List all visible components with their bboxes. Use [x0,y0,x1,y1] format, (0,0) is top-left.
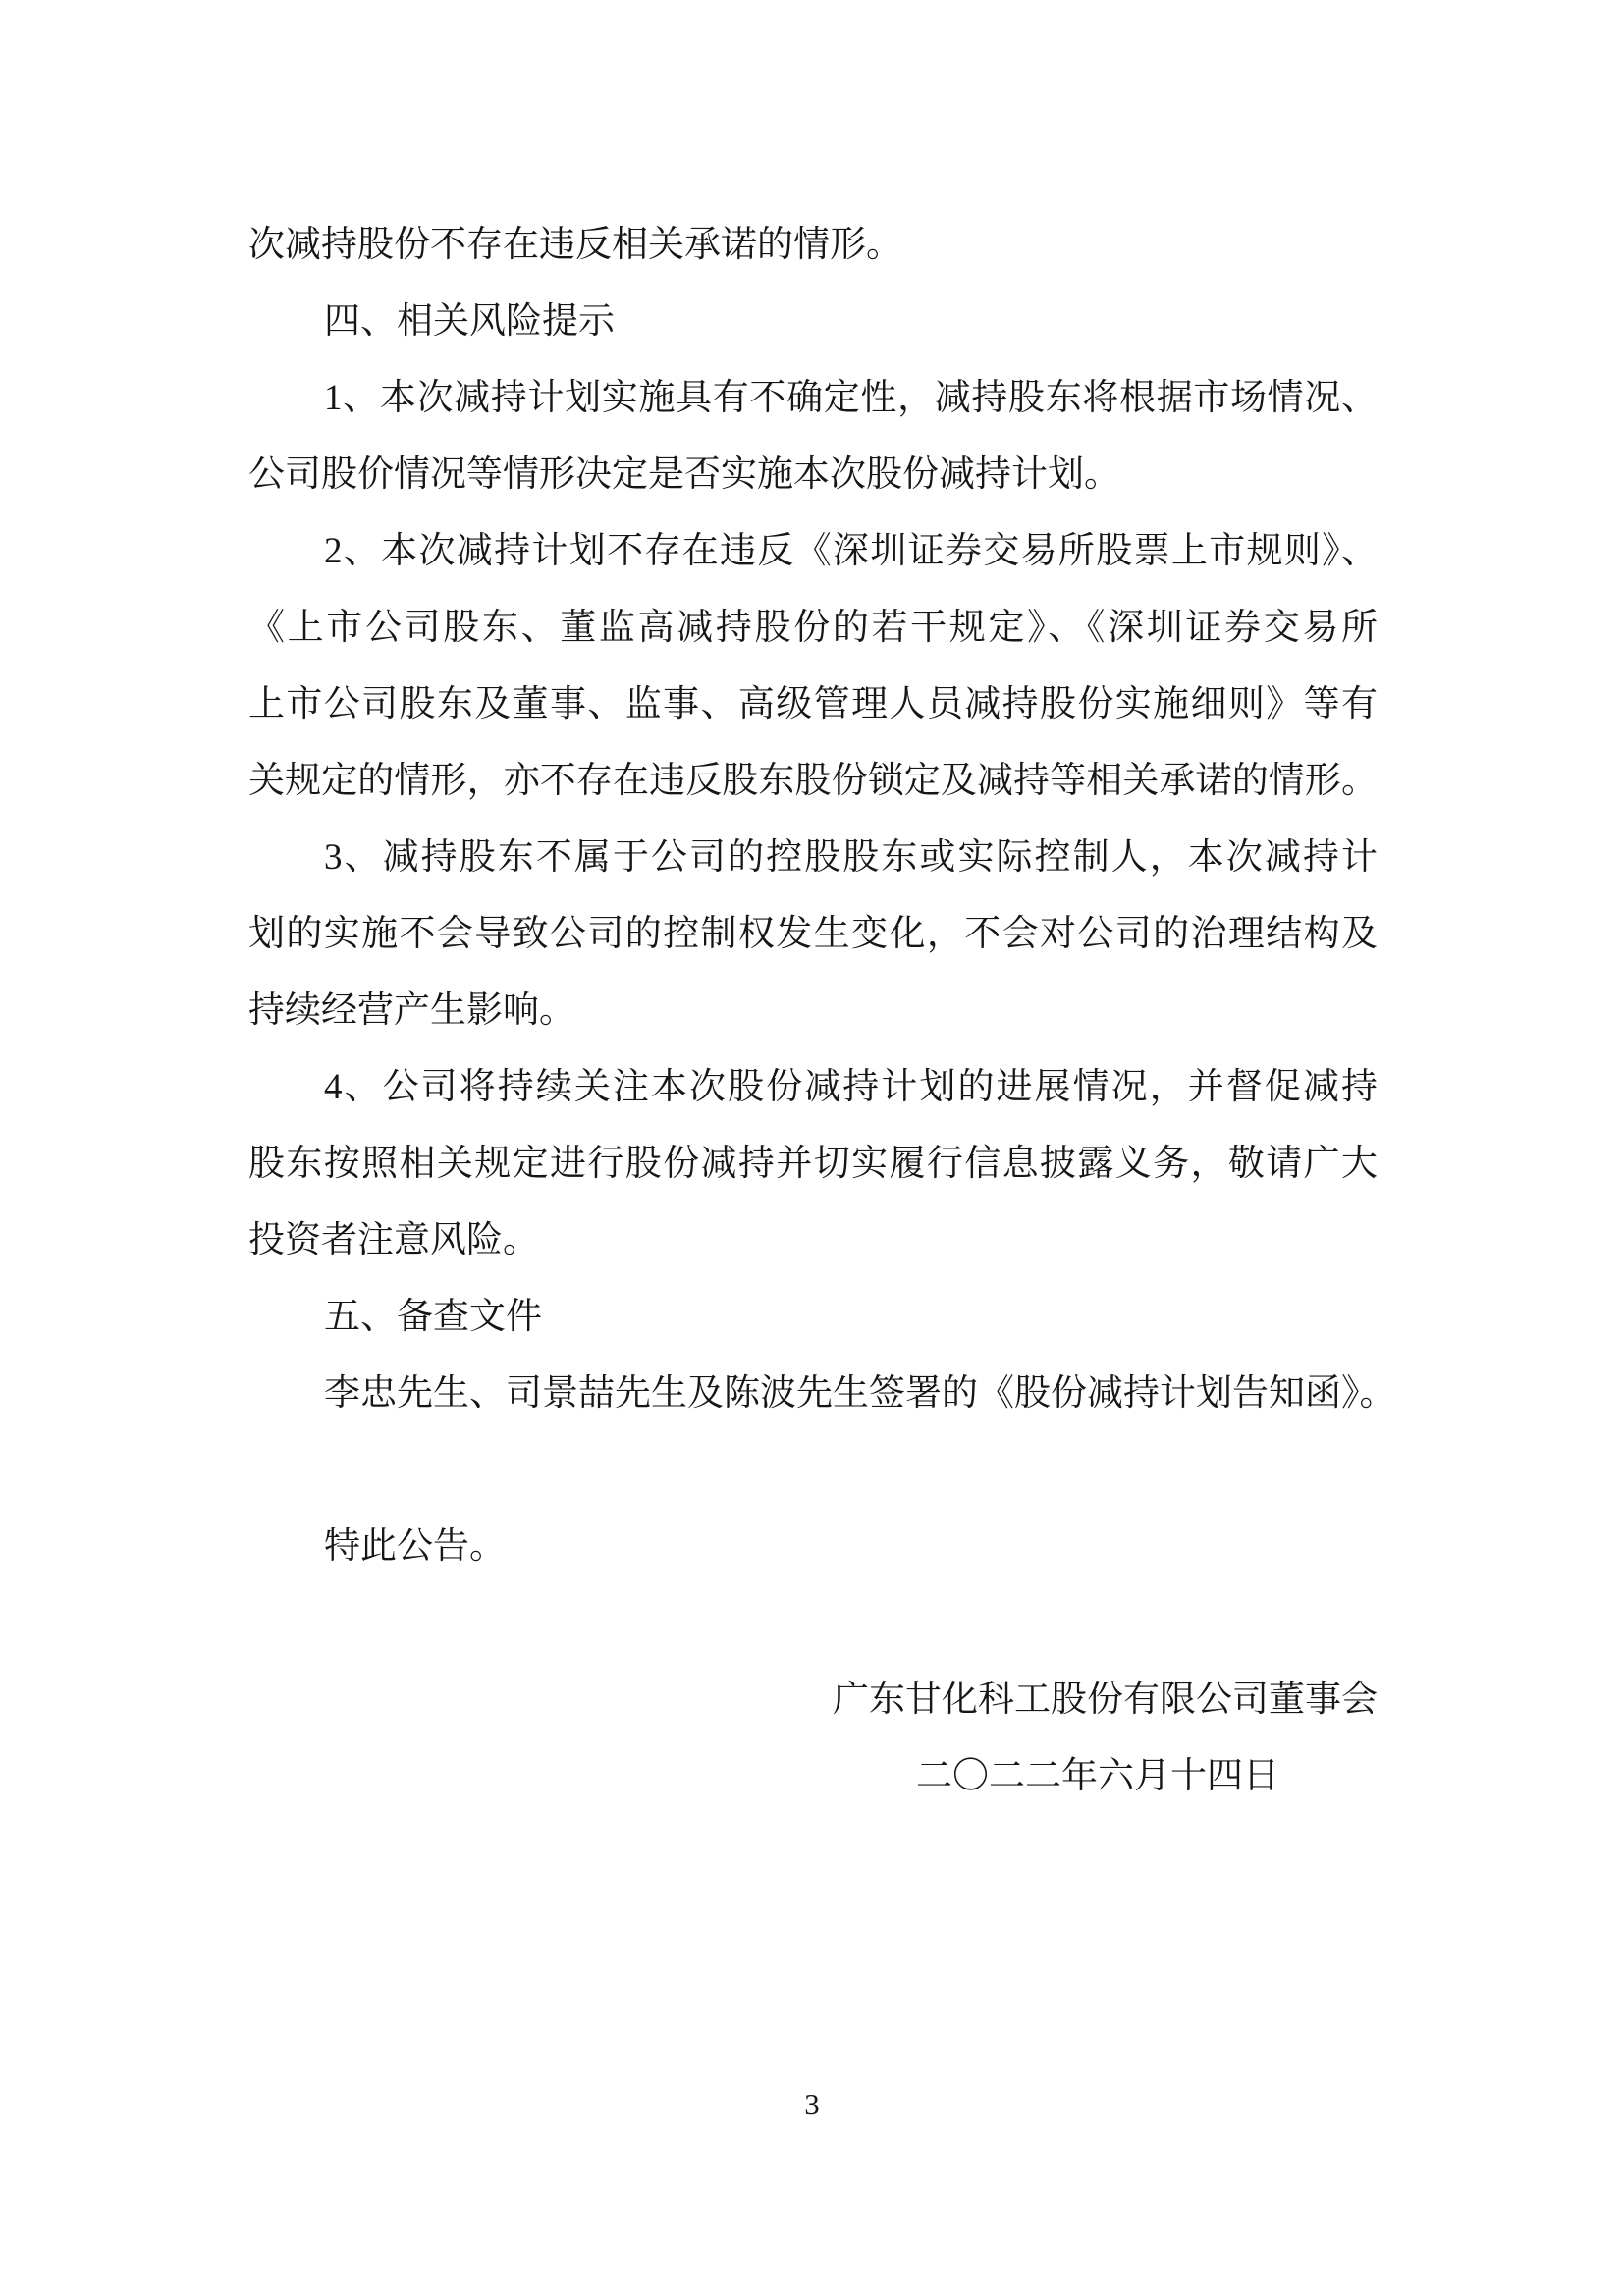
text-line: 关规定的情形，亦不存在违反股东股份锁定及减持等相关承诺的情形。 [248,761,1378,801]
text-line: 次减持股份不存在违反相关承诺的情形。 [248,225,902,265]
heading-line: 四、相关风险提示 [324,301,615,342]
text-line: 4、公司将持续关注本次股份减持计划的进展情况，并督促减持 [324,1067,1378,1107]
text-line: 《上市公司股东、董监高减持股份的若干规定》、《深圳证券交易所 [248,608,1378,648]
text-line: 2、本次减持计划不存在违反《深圳证券交易所股票上市规则》、 [324,531,1378,571]
text-line: 股东按照相关规定进行股份减持并切实履行信息披露义务，敬请广大 [248,1144,1378,1184]
heading-line: 五、备查文件 [324,1297,542,1337]
text-line: 划的实施不会导致公司的控制权发生变化，不会对公司的治理结构及 [248,914,1378,954]
document-body [248,207,1396,1815]
text-line: 上市公司股东及董事、监事、高级管理人员减持股份实施细则》等有 [248,684,1378,724]
text-line: 李忠先生、司景喆先生及陈波先生签署的《股份减持计划告知函》。 [324,1373,1396,1414]
closing-line: 特此公告。 [324,1526,506,1567]
signature-date-line: 二〇二二年六月十四日 [916,1756,1279,1796]
page-number: 3 [804,2087,820,2121]
blank-line [248,1432,1378,1509]
text-line: 持续经营产生影响。 [248,990,575,1031]
text-line: 3、减持股东不属于公司的控股股东或实际控制人，本次减持计 [324,837,1378,878]
text-line: 1、本次减持计划实施具有不确定性，减持股东将根据市场情况、 [324,378,1378,418]
signature-company-line: 广东甘化科工股份有限公司董事会 [833,1680,1378,1720]
blank-line [248,1585,1378,1662]
text-line: 公司股价情况等情形决定是否实施本次股份减持计划。 [248,454,1120,495]
text-line: 投资者注意风险。 [248,1220,539,1260]
